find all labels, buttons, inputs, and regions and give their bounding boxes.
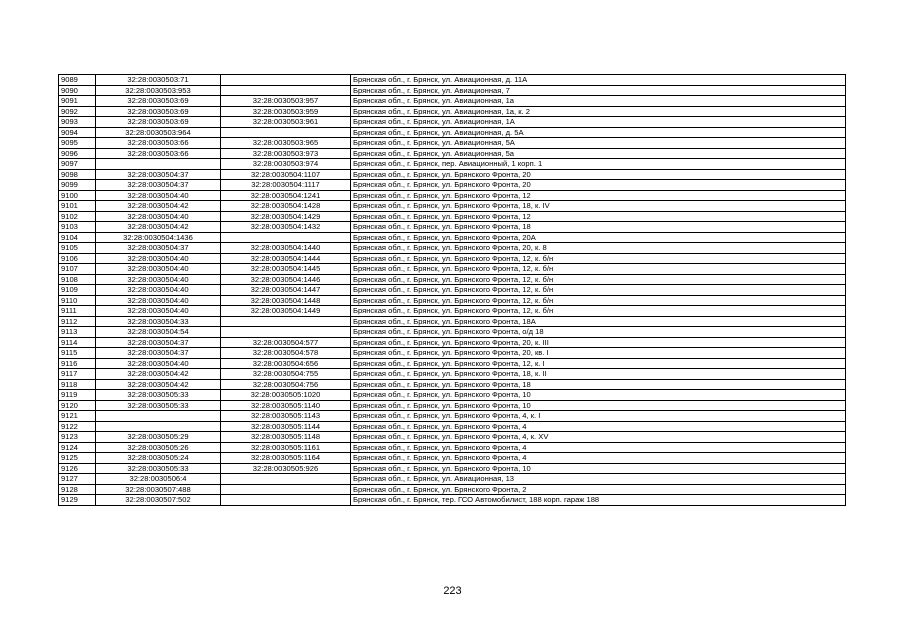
object-cadastral-number-cell: [221, 474, 351, 485]
parcel-cadastral-number-cell: 32:28:0030504:40: [96, 285, 221, 296]
table-row: [59, 306, 846, 317]
address-cell: Брянская обл., г. Брянск, пер. Авиационный, 1 корп. 1: [351, 159, 846, 170]
row-number-cell: 9098: [59, 169, 96, 180]
parcel-cadastral-number-cell: 32:28:0030504:40: [96, 253, 221, 264]
row-number-cell: 9100: [59, 190, 96, 201]
row-number-cell: 9105: [59, 243, 96, 254]
table-row: [59, 421, 846, 432]
parcel-cadastral-number-cell: 32:28:0030504:33: [96, 316, 221, 327]
parcel-cadastral-number-cell: [96, 411, 221, 422]
object-cadastral-number-cell: 32:28:0030504:1428: [221, 201, 351, 212]
table-row: [59, 159, 846, 170]
object-cadastral-number-cell: 32:28:0030503:965: [221, 138, 351, 149]
table-row: [59, 379, 846, 390]
table-row: [59, 127, 846, 138]
object-cadastral-number-cell: 32:28:0030504:755: [221, 369, 351, 380]
row-number-cell: 9107: [59, 264, 96, 275]
address-cell: Брянская обл., г. Брянск, тер. ГСО Автомобилист, 188 корп. гараж 188: [351, 495, 846, 506]
table-row: [59, 264, 846, 275]
registry-table-body: [59, 75, 846, 506]
address-cell: Брянская обл., г. Брянск, ул. Брянского Фронта, 12, к. б/н: [351, 306, 846, 317]
parcel-cadastral-number-cell: 32:28:0030504:54: [96, 327, 221, 338]
address-cell: Брянская обл., г. Брянск, ул. Брянского Фронта, 10: [351, 400, 846, 411]
address-cell: Брянская обл., г. Брянск, ул. Брянского Фронта, 4, к. XV: [351, 432, 846, 443]
parcel-cadastral-number-cell: 32:28:0030503:71: [96, 75, 221, 86]
parcel-cadastral-number-cell: 32:28:0030503:69: [96, 96, 221, 107]
parcel-cadastral-number-cell: 32:28:0030504:37: [96, 180, 221, 191]
parcel-cadastral-number-cell: 32:28:0030504:42: [96, 369, 221, 380]
address-cell: Брянская обл., г. Брянск, ул. Авиационная, д. 5А: [351, 127, 846, 138]
row-number-cell: 9106: [59, 253, 96, 264]
row-number-cell: 9103: [59, 222, 96, 233]
object-cadastral-number-cell: 32:28:0030505:1148: [221, 432, 351, 443]
row-number-cell: 9121: [59, 411, 96, 422]
object-cadastral-number-cell: 32:28:0030505:1164: [221, 453, 351, 464]
address-cell: Брянская обл., г. Брянск, ул. Брянского Фронта, 12, к. б/н: [351, 285, 846, 296]
object-cadastral-number-cell: 32:28:0030504:1445: [221, 264, 351, 275]
row-number-cell: 9104: [59, 232, 96, 243]
parcel-cadastral-number-cell: 32:28:0030504:40: [96, 295, 221, 306]
address-cell: Брянская обл., г. Брянск, ул. Брянского Фронта, 20А: [351, 232, 846, 243]
table-row: [59, 400, 846, 411]
table-row: [59, 327, 846, 338]
object-cadastral-number-cell: [221, 75, 351, 86]
parcel-cadastral-number-cell: 32:28:0030503:953: [96, 85, 221, 96]
row-number-cell: 9115: [59, 348, 96, 359]
address-cell: Брянская обл., г. Брянск, ул. Брянского Фронта, 20, к. 8: [351, 243, 846, 254]
table-row: [59, 274, 846, 285]
parcel-cadastral-number-cell: 32:28:0030503:66: [96, 138, 221, 149]
parcel-cadastral-number-cell: 32:28:0030504:40: [96, 211, 221, 222]
object-cadastral-number-cell: 32:28:0030505:1161: [221, 442, 351, 453]
table-row: [59, 463, 846, 474]
table-row: [59, 211, 846, 222]
parcel-cadastral-number-cell: 32:28:0030504:37: [96, 169, 221, 180]
address-cell: Брянская обл., г. Брянск, ул. Брянского Фронта, 12: [351, 190, 846, 201]
table-row: [59, 316, 846, 327]
address-cell: Брянская обл., г. Брянск, ул. Авиационная, 1а: [351, 96, 846, 107]
object-cadastral-number-cell: 32:28:0030504:1432: [221, 222, 351, 233]
object-cadastral-number-cell: 32:28:0030504:1449: [221, 306, 351, 317]
object-cadastral-number-cell: 32:28:0030504:578: [221, 348, 351, 359]
address-cell: Брянская обл., г. Брянск, ул. Авиационная, 1А: [351, 117, 846, 128]
table-row: [59, 390, 846, 401]
object-cadastral-number-cell: 32:28:0030503:973: [221, 148, 351, 159]
parcel-cadastral-number-cell: [96, 159, 221, 170]
table-row: [59, 201, 846, 212]
address-cell: Брянская обл., г. Брянск, ул. Брянского Фронта, 18: [351, 222, 846, 233]
object-cadastral-number-cell: 32:28:0030504:1444: [221, 253, 351, 264]
object-cadastral-number-cell: 32:28:0030505:926: [221, 463, 351, 474]
table-row: [59, 348, 846, 359]
object-cadastral-number-cell: 32:28:0030505:1020: [221, 390, 351, 401]
parcel-cadastral-number-cell: 32:28:0030503:66: [96, 148, 221, 159]
parcel-cadastral-number-cell: 32:28:0030504:42: [96, 222, 221, 233]
row-number-cell: 9089: [59, 75, 96, 86]
object-cadastral-number-cell: 32:28:0030503:974: [221, 159, 351, 170]
object-cadastral-number-cell: 32:28:0030504:756: [221, 379, 351, 390]
object-cadastral-number-cell: 32:28:0030505:1140: [221, 400, 351, 411]
table-row: [59, 484, 846, 495]
row-number-cell: 9094: [59, 127, 96, 138]
parcel-cadastral-number-cell: 32:28:0030504:42: [96, 379, 221, 390]
address-cell: Брянская обл., г. Брянск, ул. Авиационная, 7: [351, 85, 846, 96]
object-cadastral-number-cell: 32:28:0030504:577: [221, 337, 351, 348]
row-number-cell: 9127: [59, 474, 96, 485]
object-cadastral-number-cell: 32:28:0030505:1143: [221, 411, 351, 422]
row-number-cell: 9110: [59, 295, 96, 306]
address-cell: Брянская обл., г. Брянск, ул. Брянского Фронта, 20, кв. I: [351, 348, 846, 359]
row-number-cell: 9118: [59, 379, 96, 390]
object-cadastral-number-cell: 32:28:0030504:1446: [221, 274, 351, 285]
table-row: [59, 96, 846, 107]
object-cadastral-number-cell: [221, 232, 351, 243]
address-cell: Брянская обл., г. Брянск, ул. Брянского Фронта, 10: [351, 463, 846, 474]
address-cell: Брянская обл., г. Брянск, ул. Брянского Фронта, 2: [351, 484, 846, 495]
parcel-cadastral-number-cell: 32:28:0030503:69: [96, 106, 221, 117]
address-cell: Брянская обл., г. Брянск, ул. Брянского Фронта, 18, к. IV: [351, 201, 846, 212]
parcel-cadastral-number-cell: [96, 421, 221, 432]
table-row: [59, 474, 846, 485]
object-cadastral-number-cell: [221, 495, 351, 506]
address-cell: Брянская обл., г. Брянск, ул. Брянского Фронта, 4: [351, 421, 846, 432]
table-row: [59, 190, 846, 201]
object-cadastral-number-cell: [221, 127, 351, 138]
parcel-cadastral-number-cell: 32:28:0030506:4: [96, 474, 221, 485]
row-number-cell: 9117: [59, 369, 96, 380]
address-cell: Брянская обл., г. Брянск, ул. Брянского Фронта, 12, к. б/н: [351, 264, 846, 275]
row-number-cell: 9101: [59, 201, 96, 212]
row-number-cell: 9108: [59, 274, 96, 285]
address-cell: Брянская обл., г. Брянск, ул. Брянского Фронта, 20: [351, 169, 846, 180]
table-row: [59, 148, 846, 159]
parcel-cadastral-number-cell: 32:28:0030504:40: [96, 264, 221, 275]
row-number-cell: 9125: [59, 453, 96, 464]
parcel-cadastral-number-cell: 32:28:0030505:24: [96, 453, 221, 464]
parcel-cadastral-number-cell: 32:28:0030507:502: [96, 495, 221, 506]
table-row: [59, 295, 846, 306]
address-cell: Брянская обл., г. Брянск, ул. Брянского Фронта, 20, к. III: [351, 337, 846, 348]
parcel-cadastral-number-cell: 32:28:0030504:40: [96, 358, 221, 369]
table-row: [59, 85, 846, 96]
parcel-cadastral-number-cell: 32:28:0030504:40: [96, 190, 221, 201]
row-number-cell: 9097: [59, 159, 96, 170]
table-row: [59, 222, 846, 233]
address-cell: Брянская обл., г. Брянск, ул. Авиационная, 5А: [351, 138, 846, 149]
table-row: [59, 117, 846, 128]
parcel-cadastral-number-cell: 32:28:0030504:40: [96, 274, 221, 285]
table-row: [59, 180, 846, 191]
object-cadastral-number-cell: 32:28:0030504:1448: [221, 295, 351, 306]
parcel-cadastral-number-cell: 32:28:0030507:488: [96, 484, 221, 495]
parcel-cadastral-number-cell: 32:28:0030504:37: [96, 243, 221, 254]
row-number-cell: 9114: [59, 337, 96, 348]
address-cell: Брянская обл., г. Брянск, ул. Авиационная, 13: [351, 474, 846, 485]
registry-table: [58, 74, 846, 506]
parcel-cadastral-number-cell: 32:28:0030504:42: [96, 201, 221, 212]
table-row: [59, 285, 846, 296]
row-number-cell: 9095: [59, 138, 96, 149]
parcel-cadastral-number-cell: 32:28:0030505:33: [96, 463, 221, 474]
object-cadastral-number-cell: 32:28:0030504:1440: [221, 243, 351, 254]
row-number-cell: 9111: [59, 306, 96, 317]
address-cell: Брянская обл., г. Брянск, ул. Брянского Фронта, 12, к. б/н: [351, 253, 846, 264]
row-number-cell: 9113: [59, 327, 96, 338]
parcel-cadastral-number-cell: 32:28:0030504:1436: [96, 232, 221, 243]
object-cadastral-number-cell: 32:28:0030503:959: [221, 106, 351, 117]
row-number-cell: 9096: [59, 148, 96, 159]
row-number-cell: 9116: [59, 358, 96, 369]
table-row: [59, 243, 846, 254]
row-number-cell: 9123: [59, 432, 96, 443]
row-number-cell: 9122: [59, 421, 96, 432]
address-cell: Брянская обл., г. Брянск, ул. Авиационная, д. 11А: [351, 75, 846, 86]
object-cadastral-number-cell: 32:28:0030503:961: [221, 117, 351, 128]
row-number-cell: 9092: [59, 106, 96, 117]
table-row: [59, 411, 846, 422]
address-cell: Брянская обл., г. Брянск, ул. Брянского Фронта, о/д 18: [351, 327, 846, 338]
object-cadastral-number-cell: [221, 484, 351, 495]
row-number-cell: 9112: [59, 316, 96, 327]
address-cell: Брянская обл., г. Брянск, ул. Брянского Фронта, 18, к. II: [351, 369, 846, 380]
object-cadastral-number-cell: 32:28:0030503:957: [221, 96, 351, 107]
object-cadastral-number-cell: 32:28:0030505:1144: [221, 421, 351, 432]
parcel-cadastral-number-cell: 32:28:0030503:964: [96, 127, 221, 138]
table-row: [59, 337, 846, 348]
object-cadastral-number-cell: [221, 327, 351, 338]
parcel-cadastral-number-cell: 32:28:0030505:33: [96, 400, 221, 411]
row-number-cell: 9093: [59, 117, 96, 128]
row-number-cell: 9102: [59, 211, 96, 222]
table-row: [59, 442, 846, 453]
parcel-cadastral-number-cell: 32:28:0030503:69: [96, 117, 221, 128]
object-cadastral-number-cell: 32:28:0030504:656: [221, 358, 351, 369]
table-row: [59, 432, 846, 443]
address-cell: Брянская обл., г. Брянск, ул. Брянского Фронта, 12, к. I: [351, 358, 846, 369]
parcel-cadastral-number-cell: 32:28:0030505:33: [96, 390, 221, 401]
row-number-cell: 9124: [59, 442, 96, 453]
address-cell: Брянская обл., г. Брянск, ул. Брянского Фронта, 12, к. б/н: [351, 295, 846, 306]
row-number-cell: 9128: [59, 484, 96, 495]
address-cell: Брянская обл., г. Брянск, ул. Брянского Фронта, 12, к. б/н: [351, 274, 846, 285]
address-cell: Брянская обл., г. Брянск, ул. Брянского Фронта, 18: [351, 379, 846, 390]
parcel-cadastral-number-cell: 32:28:0030504:37: [96, 348, 221, 359]
object-cadastral-number-cell: 32:28:0030504:1241: [221, 190, 351, 201]
table-row: [59, 369, 846, 380]
address-cell: Брянская обл., г. Брянск, ул. Брянского Фронта, 4, к. I: [351, 411, 846, 422]
table-row: [59, 232, 846, 243]
object-cadastral-number-cell: [221, 85, 351, 96]
parcel-cadastral-number-cell: 32:28:0030504:37: [96, 337, 221, 348]
parcel-cadastral-number-cell: 32:28:0030505:26: [96, 442, 221, 453]
parcel-cadastral-number-cell: 32:28:0030504:40: [96, 306, 221, 317]
object-cadastral-number-cell: 32:28:0030504:1117: [221, 180, 351, 191]
row-number-cell: 9126: [59, 463, 96, 474]
row-number-cell: 9090: [59, 85, 96, 96]
table-row: [59, 358, 846, 369]
object-cadastral-number-cell: 32:28:0030504:1107: [221, 169, 351, 180]
table-row: [59, 75, 846, 86]
table-row: [59, 169, 846, 180]
address-cell: Брянская обл., г. Брянск, ул. Брянского Фронта, 12: [351, 211, 846, 222]
row-number-cell: 9109: [59, 285, 96, 296]
table-row: [59, 106, 846, 117]
row-number-cell: 9129: [59, 495, 96, 506]
object-cadastral-number-cell: [221, 316, 351, 327]
address-cell: Брянская обл., г. Брянск, ул. Брянского Фронта, 18А: [351, 316, 846, 327]
parcel-cadastral-number-cell: 32:28:0030505:29: [96, 432, 221, 443]
address-cell: Брянская обл., г. Брянск, ул. Авиационная, 1а, к. 2: [351, 106, 846, 117]
address-cell: Брянская обл., г. Брянск, ул. Брянского Фронта, 10: [351, 390, 846, 401]
row-number-cell: 9091: [59, 96, 96, 107]
address-cell: Брянская обл., г. Брянск, ул. Авиационная, 5а: [351, 148, 846, 159]
object-cadastral-number-cell: 32:28:0030504:1447: [221, 285, 351, 296]
table-row: [59, 253, 846, 264]
table-row: [59, 453, 846, 464]
page-number: 223: [443, 585, 462, 597]
row-number-cell: 9120: [59, 400, 96, 411]
object-cadastral-number-cell: 32:28:0030504:1429: [221, 211, 351, 222]
address-cell: Брянская обл., г. Брянск, ул. Брянского Фронта, 4: [351, 453, 846, 464]
row-number-cell: 9099: [59, 180, 96, 191]
address-cell: Брянская обл., г. Брянск, ул. Брянского Фронта, 4: [351, 442, 846, 453]
row-number-cell: 9119: [59, 390, 96, 401]
table-row: [59, 495, 846, 506]
address-cell: Брянская обл., г. Брянск, ул. Брянского Фронта, 20: [351, 180, 846, 191]
table-row: [59, 138, 846, 149]
